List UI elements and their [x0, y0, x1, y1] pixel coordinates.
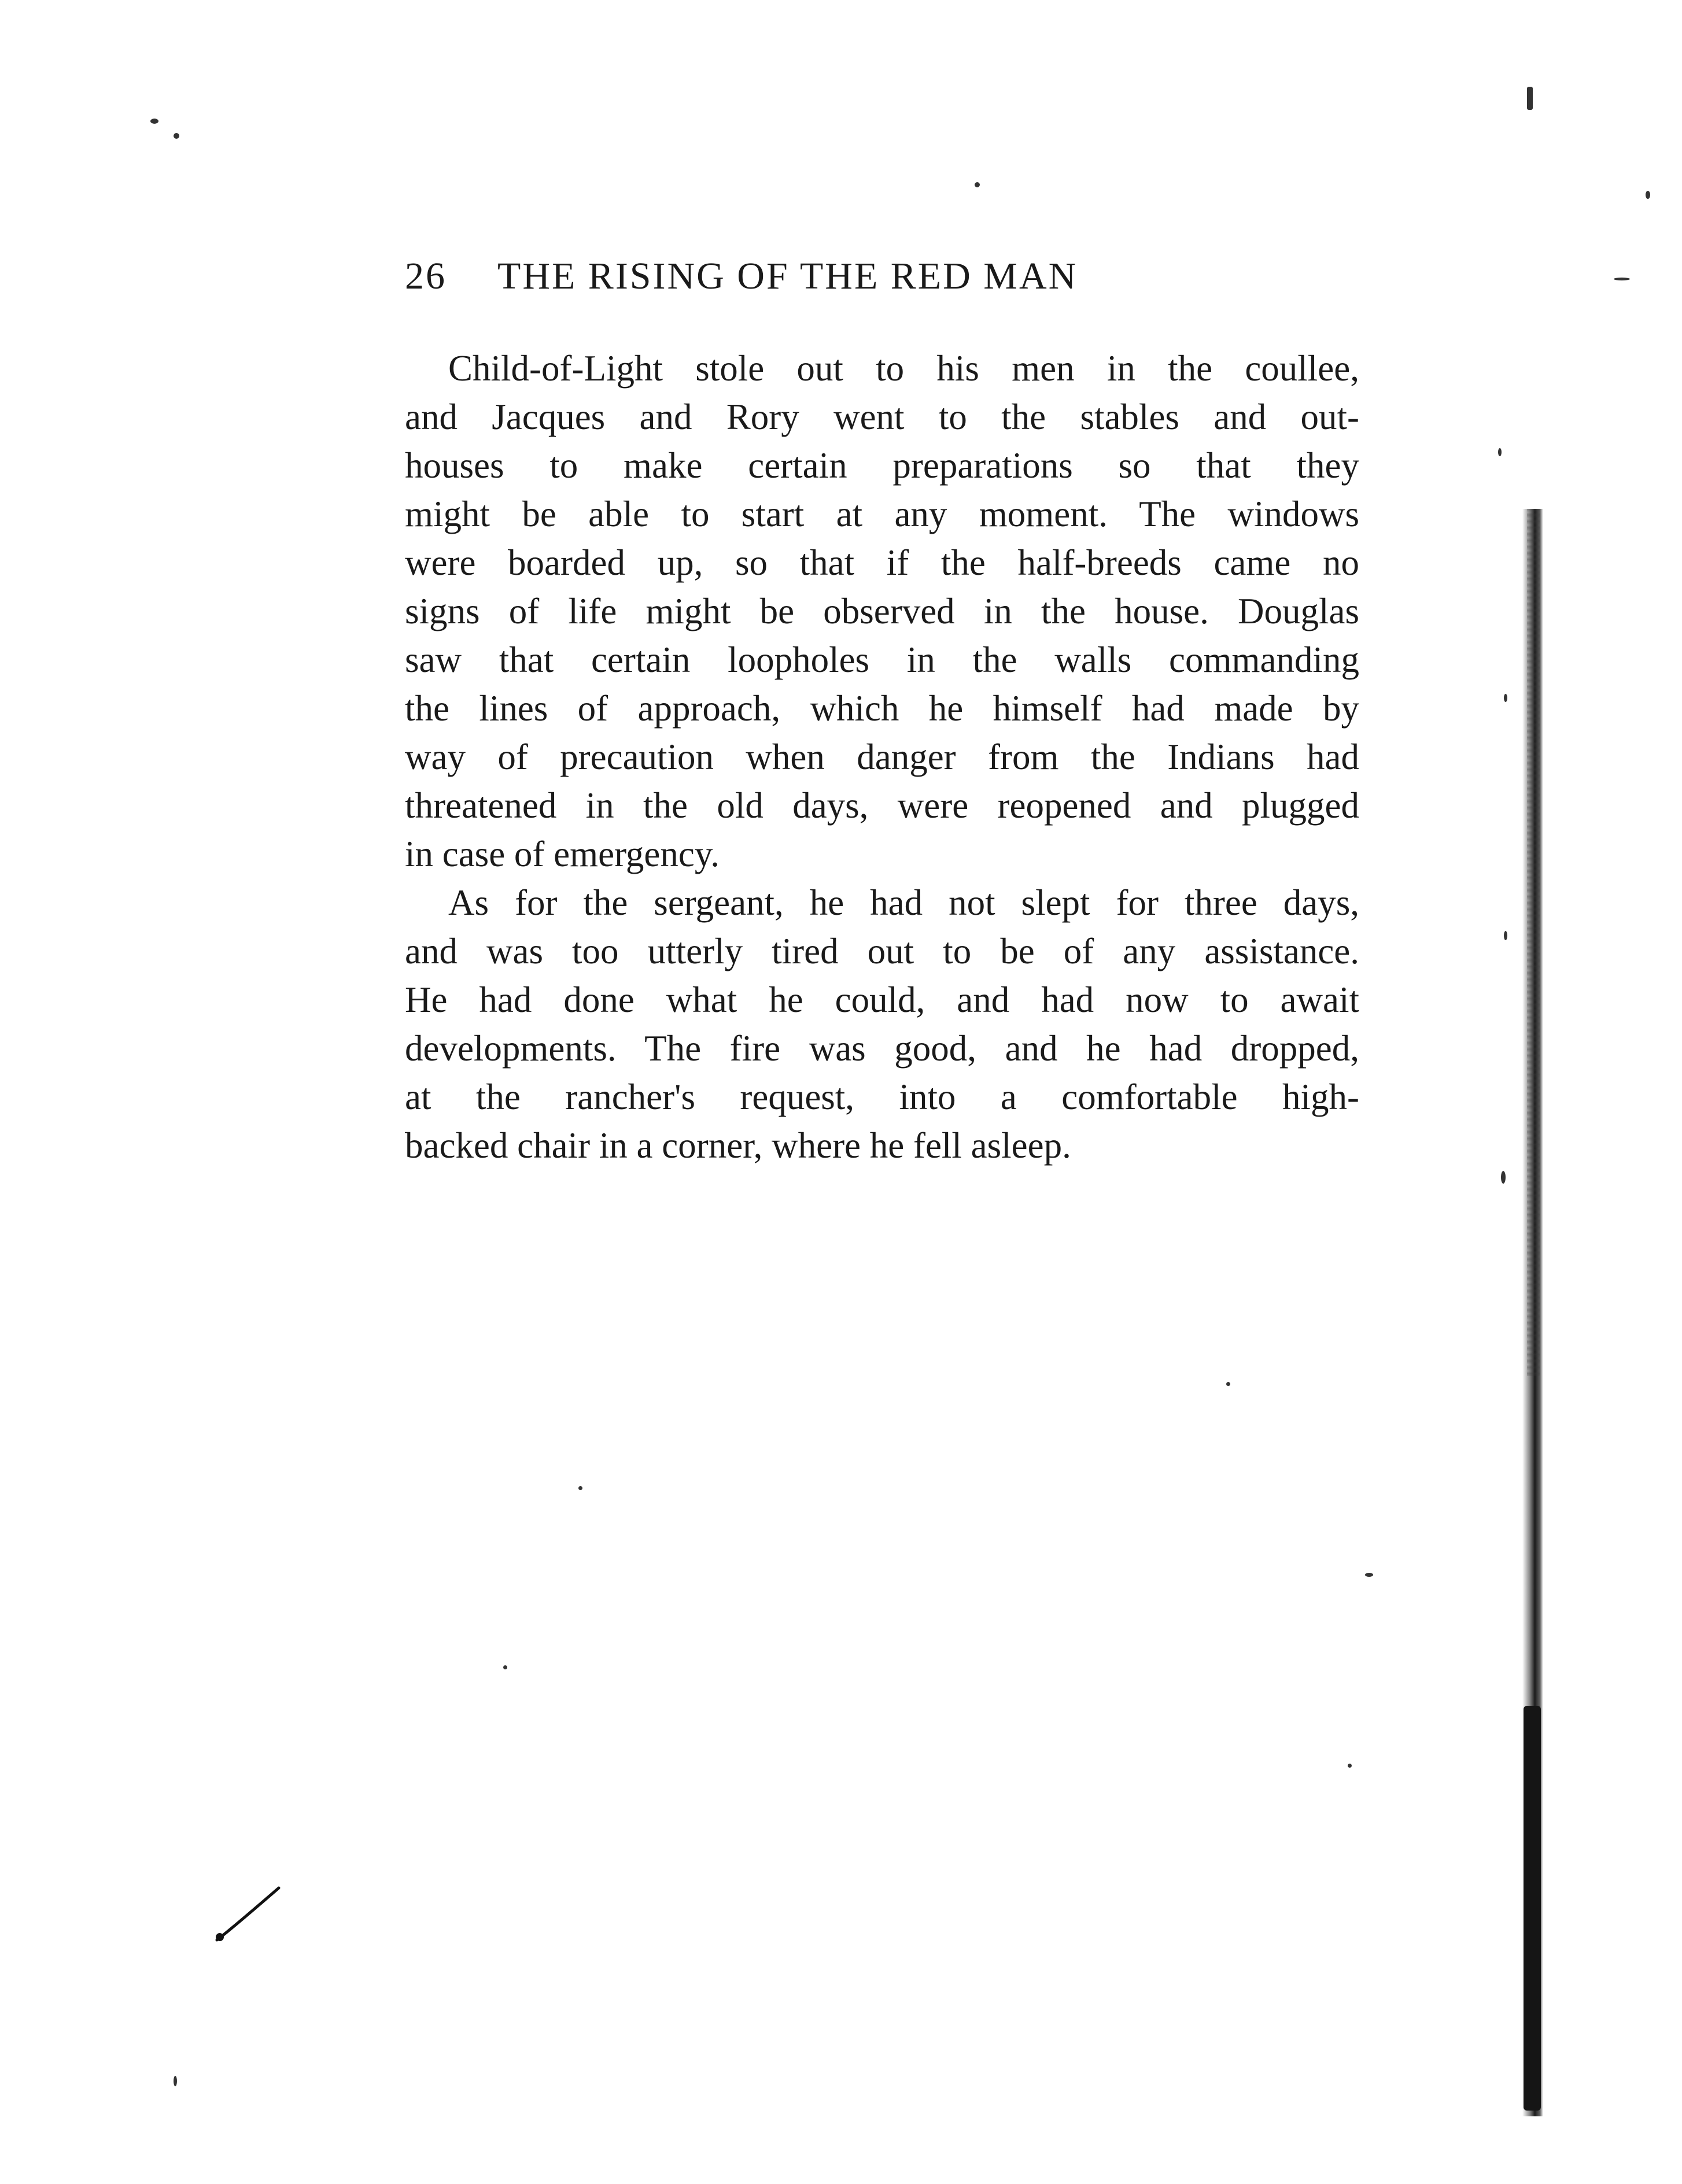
scan-speck	[174, 133, 179, 139]
scan-speck	[174, 2076, 177, 2086]
text-line: houses to make certain preparations so that they	[405, 445, 1359, 486]
scan-speck	[150, 119, 158, 124]
running-head	[405, 254, 1272, 301]
text-line: He had done what he could, and had now to await	[405, 980, 1359, 1020]
text-line: and was too utterly tired out to be of any assistance.	[405, 931, 1359, 971]
scan-speck	[1348, 1764, 1352, 1768]
scan-speck	[1504, 694, 1507, 702]
text-line: saw that certain loopholes in the walls commanding	[405, 640, 1359, 680]
text-line: the lines of approach, which he himself had made by	[405, 688, 1359, 729]
scan-speck	[503, 1665, 507, 1669]
scan-speck	[975, 182, 980, 187]
binding-edge-texture	[1527, 509, 1540, 1376]
scan-speck	[1498, 448, 1502, 456]
text-line: were boarded up, so that if the half-breeds came no	[405, 542, 1359, 583]
text-line: way of precaution when danger from the Indians had	[405, 737, 1359, 777]
pen-stroke-mark	[214, 1885, 283, 1943]
text-line: Child-of-Light stole out to his men in the coullee,	[448, 348, 1359, 389]
scan-speck	[1504, 931, 1507, 940]
text-line: As for the sergeant, he had not slept for three days,	[448, 882, 1359, 923]
binding-edge-dark-strip	[1524, 1706, 1541, 2111]
text-line: threatened in the old days, were reopened and plugged	[405, 785, 1359, 826]
scan-speck	[1614, 278, 1630, 280]
body-text	[405, 344, 1359, 1170]
text-line: in case of emergency.	[405, 834, 720, 874]
scan-speck	[1527, 87, 1533, 110]
text-line: signs of life might be observed in the house. Douglas	[405, 591, 1359, 631]
scan-speck	[1365, 1573, 1373, 1577]
scan-speck	[1501, 1171, 1506, 1184]
scan-speck	[1646, 191, 1650, 199]
scan-speck	[1226, 1382, 1230, 1386]
text-line: at the rancher's request, into a comfortable high-	[405, 1077, 1359, 1117]
page-number: 26	[405, 255, 447, 297]
text-line: developments. The fire was good, and he had dropped,	[405, 1028, 1359, 1069]
text-line: might be able to start at any moment. The windows	[405, 494, 1359, 534]
text-line: backed chair in a corner, where he fell asleep.	[405, 1125, 1071, 1166]
paragraph-1	[405, 344, 1359, 878]
scan-speck	[578, 1486, 582, 1490]
text-line: and Jacques and Rory went to the stables and out-	[405, 397, 1359, 437]
paragraph-2	[405, 878, 1359, 1170]
running-head-title: THE RISING OF THE RED MAN	[497, 255, 1078, 297]
